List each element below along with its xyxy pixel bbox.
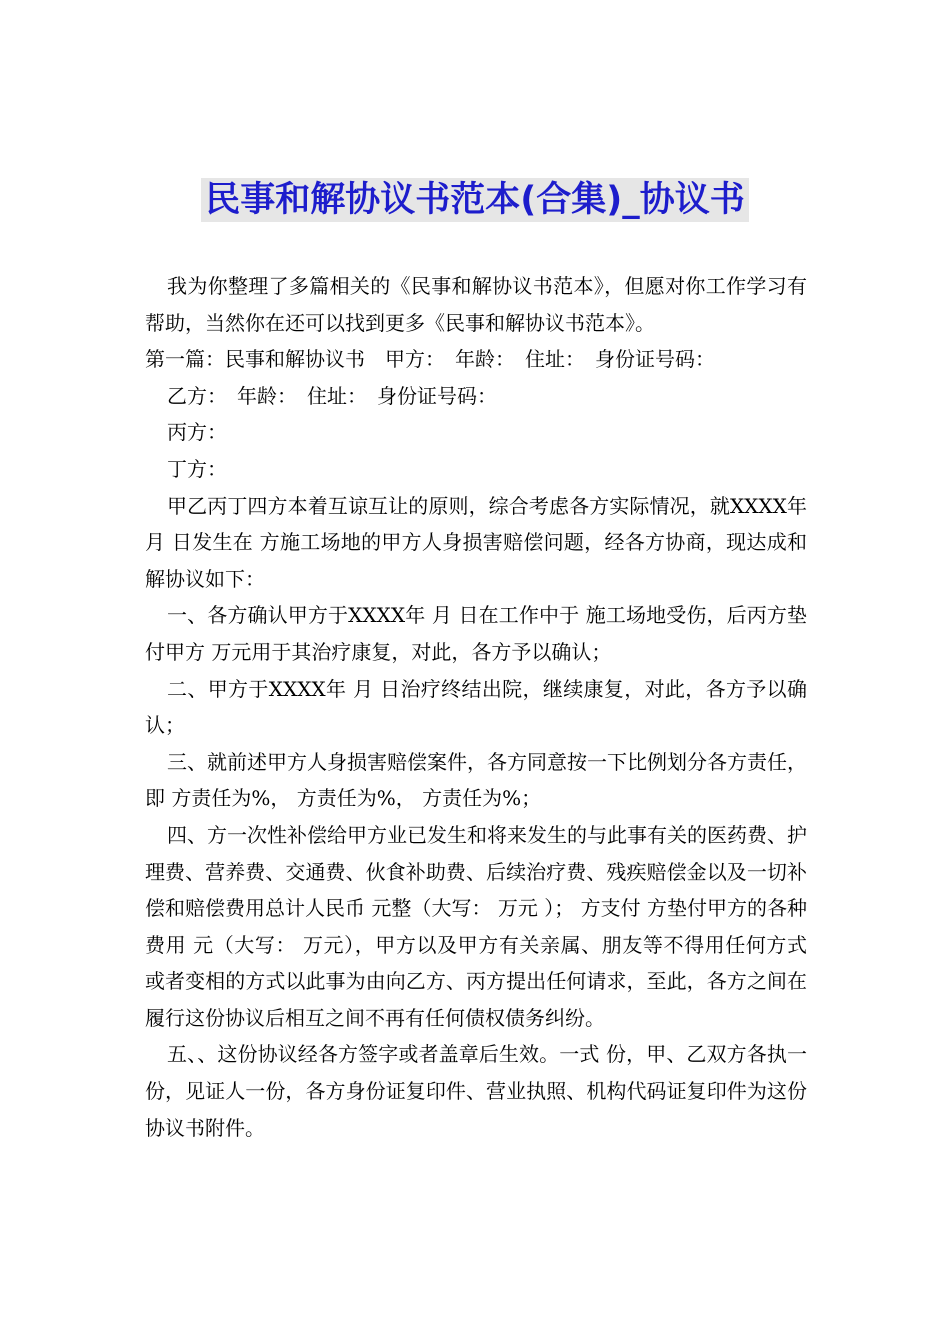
paragraph-party-b: 乙方： 年龄： 住址： 身份证号码： xyxy=(167,383,497,408)
paragraph-part1-header: 第一篇：民事和解协议书 甲方： 年龄： 住址： 身份证号码： xyxy=(145,347,715,372)
document-body xyxy=(145,268,807,1146)
paragraph-intro: 我为你整理了多篇相关的《民事和解协议书范本》，但愿对你工作学习有帮助，当然你在还可以找到更多《民事和解协议书范本》。 xyxy=(145,274,807,335)
paragraph-clause-4: 四、方一次性补偿给甲方业已发生和将来发生的与此事有关的医药费、护理费、营养费、交通费、伙食补助费、后续治疗费、残疾赔偿金以及一切补偿和赔偿费用总计人民币 元整（大写： 万元 ）； 方支付 方垫付甲方的各种费用 元（大写： 万元），甲方以及甲方有关亲属、朋友等不得用任何方式或者变相的方式以此事为由向乙方、丙方提出任何请求，至此，各方之间在履行这份协议后相互之间不再有任何债权债务纠纷。 xyxy=(145,822,807,1030)
document-title: 民事和解协议书范本(合集)_协议书 xyxy=(201,178,749,222)
paragraph-clause-1: 一、各方确认甲方于XXXX年 月 日在工作中于 施工场地受伤，后丙方垫付甲方 万元用于其治疗康复，对此，各方予以确认； xyxy=(145,603,807,664)
paragraph-clause-5: 五、、这份协议经各方签字或者盖章后生效。一式 份，甲、乙双方各执一份，见证人一份，各方身份证复印件、营业执照、机构代码证复印件为这份协议书附件。 xyxy=(145,1042,807,1140)
paragraph-party-c: 丙方： xyxy=(167,420,227,445)
paragraph-clause-2: 二、甲方于XXXX年 月 日治疗终结出院，继续康复，对此，各方予以确认； xyxy=(145,676,807,738)
paragraph-preamble: 甲乙丙丁四方本着互谅互让的原则，综合考虑各方实际情况，就XXXX年 月 日发生在 方施工场地的甲方人身损害赔偿问题，经各方协商，现达成和解协议如下： xyxy=(145,493,807,591)
title-block xyxy=(0,178,950,222)
paragraph-party-d: 丁方： xyxy=(167,456,227,481)
paragraph-clause-3: 三、就前述甲方人身损害赔偿案件，各方同意按一下比例划分各方责任，即 方责任为%， 方责任为%， 方责任为%； xyxy=(145,749,807,811)
